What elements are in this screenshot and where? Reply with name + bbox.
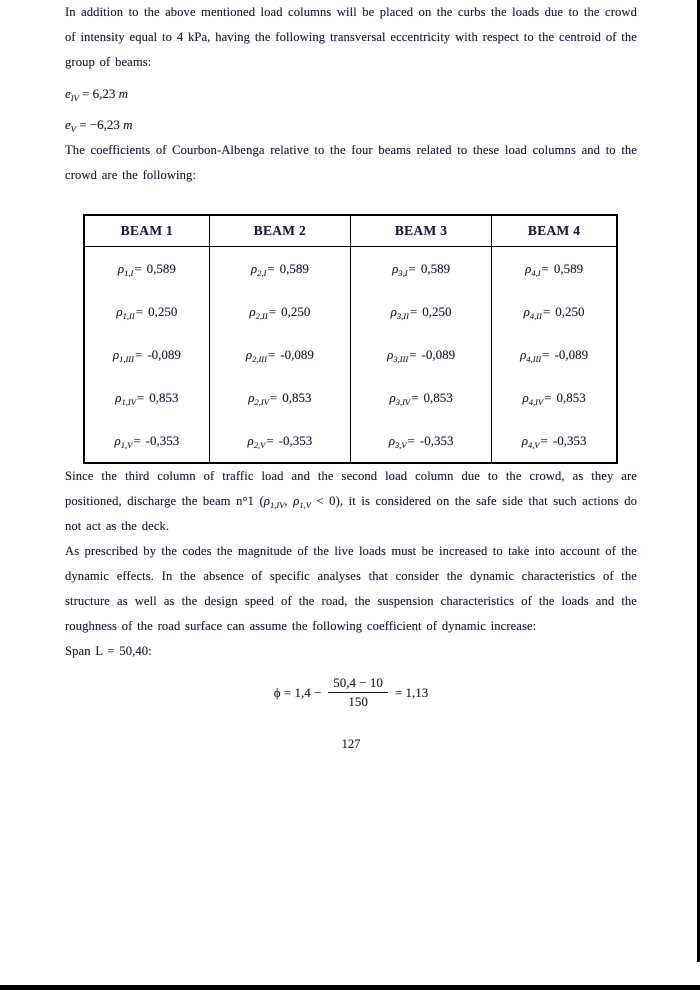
rho-subscript: 2,V: [253, 439, 266, 450]
coefficient-cell: [350, 376, 491, 419]
formula-rhs: = 1,13: [394, 684, 429, 700]
equals-sign: =: [267, 260, 275, 276]
equals-sign: =: [133, 432, 141, 448]
rho-subscript: 3,III: [393, 353, 409, 364]
equals-sign: =: [134, 260, 142, 276]
math-text: = 6,23: [78, 86, 119, 101]
coefficient-cell: [492, 419, 617, 463]
math-subscript: 1,V: [299, 500, 311, 510]
equals-sign: =: [136, 389, 145, 405]
coefficient-cell: [350, 333, 491, 376]
rho-subscript: 2,I: [257, 267, 267, 278]
span-length-label: Span L = 50,40:: [65, 644, 152, 658]
math-text: < 0), it is considered on the safe side that such actions do not act as the deck.: [65, 494, 637, 533]
rho-symbol: ρ: [115, 389, 122, 405]
coefficient-value: 0,250: [422, 303, 452, 319]
table-header-row: [84, 215, 617, 247]
coefficient-value: -0,089: [554, 346, 589, 362]
rho-subscript: 3,IV: [395, 396, 411, 407]
coefficient-value: 0,250: [555, 303, 585, 319]
rho-symbol: ρ: [247, 432, 254, 448]
equals-sign: =: [266, 432, 274, 448]
math-text: e: [65, 86, 71, 101]
dynamic-coefficient-formula: [65, 675, 637, 711]
coefficient-value: 0,853: [282, 389, 312, 405]
coefficient-cell: [492, 290, 617, 333]
coefficient-cell: [492, 333, 617, 376]
rho-subscript: 1,IV: [121, 396, 136, 407]
equals-sign: =: [269, 389, 278, 405]
beam-column-header: BEAM 3: [350, 215, 491, 247]
rho-symbol: ρ: [390, 303, 397, 319]
coefficient-cell: [209, 290, 350, 333]
coefficient-value: 0,589: [279, 260, 309, 276]
math-text: e: [65, 117, 71, 132]
math-subscript: V: [70, 124, 76, 134]
rho-subscript: 4,III: [526, 353, 542, 364]
rho-symbol: ρ: [392, 260, 399, 276]
rho-symbol: ρ: [112, 346, 120, 362]
equals-sign: =: [542, 346, 550, 362]
table-row: [84, 333, 617, 376]
table-row: [84, 290, 617, 333]
page-content: [65, 0, 637, 752]
formula-fraction: [328, 675, 388, 711]
courbon-coefficients-table: [83, 214, 618, 464]
equation-eccentricity-v: [65, 112, 637, 138]
page-number: 127: [341, 736, 361, 751]
rho-subscript: 1,I: [124, 267, 134, 278]
table-row: [84, 376, 617, 419]
paragraph-courbon: The coefficients of Courbon-Albenga relative to the four beams related to these load columns and to the crowd are the following:: [65, 143, 637, 182]
equals-sign: =: [409, 303, 418, 319]
rho-symbol: ρ: [522, 389, 529, 405]
rho-subscript: 1,III: [119, 353, 134, 364]
fraction-numerator: 50,4 − 10: [328, 675, 388, 693]
coefficient-cell: [350, 290, 491, 333]
equals-sign: =: [134, 346, 143, 362]
rho-symbol: ρ: [248, 389, 255, 405]
rho-subscript: 2,III: [252, 353, 267, 364]
equals-sign: =: [541, 260, 549, 276]
equals-sign: =: [542, 303, 551, 319]
coefficient-cell: [84, 290, 209, 333]
coefficient-cell: [84, 419, 209, 463]
coefficient-value: -0,089: [421, 346, 456, 362]
rho-subscript: 4,II: [529, 310, 542, 321]
scan-edge-bottom: [0, 985, 700, 990]
coefficient-value: -0,353: [278, 432, 313, 448]
rho-symbol: ρ: [521, 432, 528, 448]
coefficient-cell: [492, 376, 617, 419]
coefficient-cell: [350, 419, 491, 463]
equals-sign: =: [544, 389, 552, 405]
coefficient-value: -0,353: [145, 432, 180, 448]
math-text: = −6,23: [75, 117, 124, 132]
rho-subscript: 1,II: [122, 310, 135, 321]
table-body: [84, 247, 617, 464]
math-text: Since the third column of traffic load and the second load column due to the crowd, as they are positioned, discharge the beam n°1 (: [65, 469, 637, 508]
rho-symbol: ρ: [117, 260, 125, 276]
beam-column-header: BEAM 2: [209, 215, 350, 247]
rho-symbol: ρ: [116, 303, 123, 319]
math-subscript: IV: [70, 93, 79, 103]
coefficient-cell: [84, 376, 209, 419]
table-row: [84, 419, 617, 463]
rho-symbol: ρ: [249, 303, 256, 319]
equation-eccentricity-iv: [65, 81, 637, 107]
formula-lhs: ϕ = 1,4 −: [273, 684, 322, 700]
math-text: ρ: [263, 494, 270, 508]
coefficient-cell: [209, 247, 350, 291]
equals-sign: =: [267, 346, 276, 362]
rho-subscript: 4,I: [531, 267, 541, 278]
coefficient-cell: [84, 333, 209, 376]
equals-sign: =: [540, 432, 548, 448]
table-row: [84, 247, 617, 291]
rho-symbol: ρ: [525, 260, 532, 276]
coefficient-value: 0,589: [553, 260, 584, 276]
coefficient-value: 0,853: [149, 389, 179, 405]
rho-symbol: ρ: [245, 346, 253, 362]
math-text: m: [118, 86, 129, 101]
rho-symbol: ρ: [387, 346, 394, 362]
rho-subscript: 2,II: [255, 310, 268, 321]
coefficient-value: 0,250: [148, 303, 178, 319]
rho-symbol: ρ: [389, 389, 396, 405]
math-text: ,: [284, 494, 294, 508]
rho-symbol: ρ: [114, 432, 121, 448]
coefficient-cell: [209, 419, 350, 463]
equals-sign: =: [407, 432, 415, 448]
math-subscript: 1,IV: [270, 500, 285, 510]
rho-subscript: 2,IV: [254, 396, 269, 407]
coefficient-value: 0,589: [420, 260, 451, 276]
paragraph-since: [65, 464, 637, 539]
equals-sign: =: [411, 389, 419, 405]
coefficient-cell: [209, 333, 350, 376]
rho-subscript: 3,I: [398, 267, 408, 278]
equals-sign: =: [408, 260, 416, 276]
coefficient-cell: [209, 376, 350, 419]
rho-subscript: 1,V: [120, 439, 133, 450]
equals-sign: =: [409, 346, 417, 362]
rho-symbol: ρ: [520, 346, 527, 362]
equals-sign: =: [268, 303, 277, 319]
paragraph-dynamic: As prescribed by the codes the magnitude of the live loads must be increased to take into account of the dynamic effects. In the absence of specific analyses that consider the dynamic characteristics of the structure as well as the design speed of the road, the suspension characteristics of the loads and the roughness of the road surface can assume the following coefficient of dynamic increase:: [65, 544, 637, 633]
equals-sign: =: [135, 303, 144, 319]
coefficient-cell: [84, 247, 209, 291]
rho-subscript: 4,V: [527, 439, 540, 450]
math-text: m: [123, 117, 133, 132]
coefficient-value: 0,589: [146, 260, 176, 276]
coefficient-value: -0,089: [147, 346, 181, 362]
beam-column-header: BEAM 4: [492, 215, 617, 247]
fraction-denominator: 150: [348, 694, 368, 710]
coefficient-value: -0,353: [419, 432, 454, 448]
rho-symbol: ρ: [250, 260, 258, 276]
coefficient-value: 0,853: [556, 389, 586, 405]
rho-symbol: ρ: [523, 303, 530, 319]
coefficient-value: -0,353: [552, 432, 587, 448]
coefficient-value: -0,089: [280, 346, 314, 362]
rho-subscript: 4,IV: [528, 396, 544, 407]
coefficient-value: 0,853: [423, 389, 453, 405]
rho-subscript: 3,V: [394, 439, 407, 450]
rho-subscript: 3,II: [396, 310, 409, 321]
math-text: ρ: [293, 494, 300, 508]
paragraph-intro: In addition to the above mentioned load columns will be placed on the curbs the loads due to the crowd of intensity equal to 4 kPa, having the following transversal eccentricity with respect to the centroid of the group of beams:: [65, 5, 637, 69]
rho-symbol: ρ: [388, 432, 395, 448]
coefficient-value: 0,250: [281, 303, 311, 319]
coefficient-cell: [492, 247, 617, 291]
coefficient-cell: [350, 247, 491, 291]
beam-column-header: BEAM 1: [84, 215, 209, 247]
